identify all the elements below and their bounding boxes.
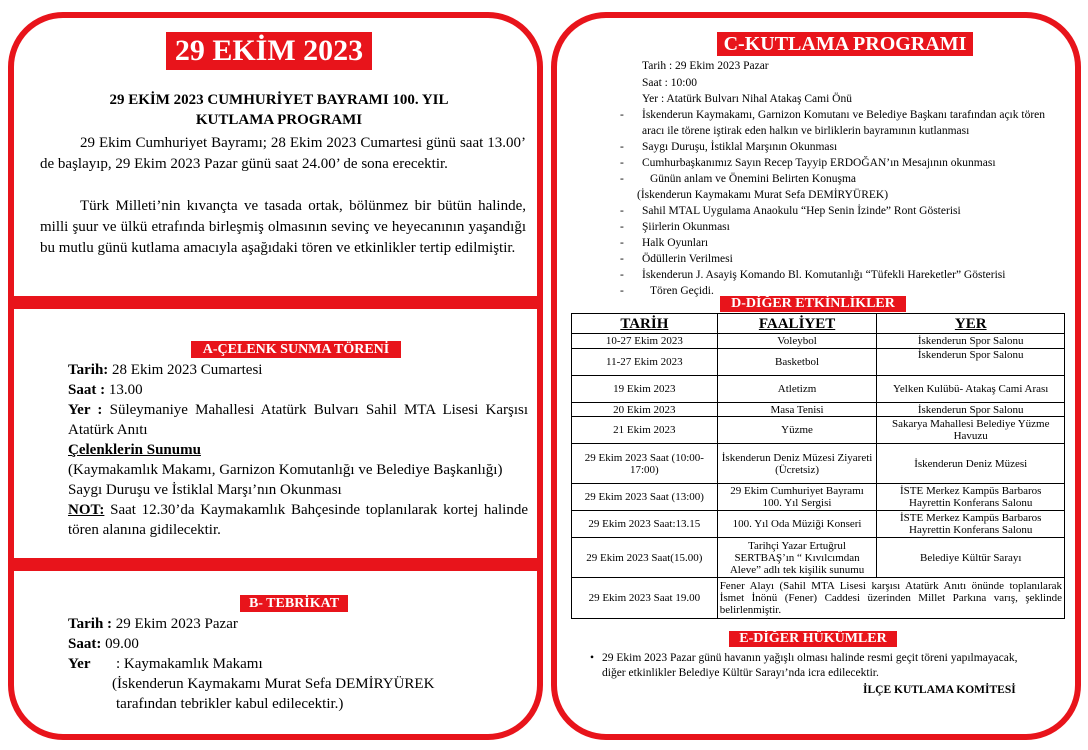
cell-yer: Belediye Kültür Sarayı bbox=[877, 538, 1065, 578]
events-table bbox=[571, 313, 1065, 619]
section-b-tarih-label: Tarih : bbox=[68, 616, 113, 632]
section-a-saat bbox=[68, 380, 528, 400]
table-row bbox=[572, 444, 1065, 484]
left-panel bbox=[8, 12, 543, 740]
program-item: - Saygı Duruşu, İstiklal Marşının Okunması bbox=[620, 141, 838, 153]
table-row bbox=[572, 538, 1065, 578]
intro-paragraph-2: Türk Milleti’nin kıvançta ve tasada ortak, bölünmez bir bütün halinde, milli şuur ve ülkü etrafında birleşmiş olmasının sevinç ve heyecanının yaşandığı bu mutlu günü kutlama amacıyla aşağıdaki tören ve etkinlikler tertip edilmiştir. bbox=[40, 198, 526, 256]
program-item: - Cumhurbaşkanımız Sayın Recep Tayyip ERDOĞAN’ın Mesajının okunması bbox=[620, 157, 996, 169]
section-a-yer bbox=[68, 400, 528, 440]
cell-faaliyet-wide: Fener Alayı (Sahil MTA Lisesi karşısı Atatürk Anıtı önünde toplanılarak İsmet İnönü (Fener) Caddesi üzerinden Millet Parkına varış, şeklinde belirlenmiştir. bbox=[717, 578, 1064, 619]
program-item: - Günün anlam ve Önemini Belirten Konuşma bbox=[620, 173, 857, 185]
section-a-saat-label: Saat : bbox=[68, 382, 106, 398]
section-a-tarih-label: Tarih: bbox=[68, 362, 109, 378]
cell-yer: Yelken Kulübü- Atakaş Cami Arası bbox=[877, 376, 1065, 403]
section-d-heading: D-DİĞER ETKİNLİKLER bbox=[720, 296, 906, 312]
cell-faaliyet: Voleybol bbox=[717, 334, 877, 349]
celenk-line-2: Saygı Duruşu ve İstiklal Marşı’nın Okunması bbox=[68, 482, 342, 498]
cell-faaliyet: 100. Yıl Oda Müziği Konseri bbox=[717, 511, 877, 538]
subtitle-line-1: 29 EKİM 2023 CUMHURİYET BAYRAMI 100. YIL bbox=[109, 92, 449, 108]
section-b-note-1: (İskenderun Kaymakamı Murat Sefa DEMİRYÜREK bbox=[112, 676, 435, 692]
section-b-tarih bbox=[68, 614, 528, 634]
cell-tarih: 21 Ekim 2023 bbox=[572, 417, 718, 444]
section-b-tarih-value: 29 Ekim 2023 Pazar bbox=[112, 616, 238, 632]
section-b-saat-value: 09.00 bbox=[101, 636, 139, 652]
col-header-faaliyet: FAALİYET bbox=[717, 314, 877, 334]
cell-tarih: 19 Ekim 2023 bbox=[572, 376, 718, 403]
cell-faaliyet: Atletizm bbox=[717, 376, 877, 403]
cell-tarih: 11-27 Ekim 2023 bbox=[572, 349, 718, 376]
table-row bbox=[572, 511, 1065, 538]
table-row bbox=[572, 578, 1065, 619]
section-c-tarih: Tarih : 29 Ekim 2023 Pazar bbox=[642, 60, 769, 72]
table-row bbox=[572, 349, 1065, 376]
program-item-continued: (İskenderun Kaymakamı Murat Sefa DEMİRYÜREK) bbox=[637, 189, 889, 201]
table-row bbox=[572, 376, 1065, 403]
program-item: - Şiirlerin Okunması bbox=[620, 221, 730, 233]
subtitle-line-2: KUTLAMA PROGRAMI bbox=[195, 112, 363, 128]
red-divider-1 bbox=[14, 296, 543, 309]
col-header-yer: YER bbox=[877, 314, 1065, 334]
section-a-body bbox=[68, 360, 528, 540]
celenk-line-1: (Kaymakamlık Makamı, Garnizon Komutanlığı ve Belediye Başkanlığı) bbox=[68, 462, 503, 478]
right-panel bbox=[551, 12, 1081, 740]
cell-yer: İskenderun Deniz Müzesi bbox=[877, 444, 1065, 484]
program-item: - Halk Oyunları bbox=[620, 237, 709, 249]
cell-tarih: 10-27 Ekim 2023 bbox=[572, 334, 718, 349]
table-row bbox=[572, 484, 1065, 511]
note-label: NOT: bbox=[68, 502, 105, 518]
program-item: - Tören Geçidi. bbox=[620, 285, 714, 297]
hukum-bullet: • 29 Ekim 2023 Pazar günü havanın yağışlı olması halinde resmi geçit töreni yapılmayacak, bbox=[590, 652, 1018, 664]
section-b-saat-label: Saat: bbox=[68, 636, 102, 652]
cell-yer: İskenderun Spor Salonu bbox=[877, 403, 1065, 417]
program-item: - Ödüllerin Verilmesi bbox=[620, 253, 733, 265]
cell-faaliyet: Yüzme bbox=[717, 417, 877, 444]
program-item: - Sahil MTAL Uygulama Anaokulu “Hep Senin İzinde” Ront Gösterisi bbox=[620, 205, 961, 217]
section-b-heading: B- TEBRİKAT bbox=[240, 595, 348, 612]
cell-tarih: 29 Ekim 2023 Saat:13.15 bbox=[572, 511, 718, 538]
section-a-tarih bbox=[68, 360, 528, 380]
section-e-heading: E-DİĞER HÜKÜMLER bbox=[729, 631, 897, 647]
table-row bbox=[572, 334, 1065, 349]
program-subtitle bbox=[44, 90, 514, 130]
table-header-row bbox=[572, 314, 1065, 334]
section-c-saat: Saat : 10:00 bbox=[642, 77, 697, 89]
note-value: Saat 12.30’da Kaymakamlık Bahçesinde toplanılarak kortej halinde tören alanına gidilecektir. bbox=[68, 502, 528, 538]
section-b-yer bbox=[68, 654, 528, 674]
cell-tarih: 20 Ekim 2023 bbox=[572, 403, 718, 417]
cell-yer: İSTE Merkez Kampüs Barbaros Hayrettin Konferans Salonu bbox=[877, 511, 1065, 538]
cell-yer: İskenderun Spor Salonu bbox=[877, 349, 1065, 376]
cell-yer: Sakarya Mahallesi Belediye Yüzme Havuzu bbox=[877, 417, 1065, 444]
cell-tarih: 29 Ekim 2023 Saat(15.00) bbox=[572, 538, 718, 578]
section-a-saat-value: 13.00 bbox=[105, 382, 143, 398]
program-item: - İskenderun Kaymakamı, Garnizon Komutanı ve Belediye Başkanı tarafından açık tören bbox=[620, 109, 1045, 121]
cell-tarih: 29 Ekim 2023 Saat 19.00 bbox=[572, 578, 718, 619]
section-b-yer-value: : Kaymakamlık Makamı bbox=[116, 656, 263, 672]
section-a-heading: A-ÇELENK SUNMA TÖRENİ bbox=[191, 341, 401, 358]
table-row bbox=[572, 403, 1065, 417]
section-a-note bbox=[68, 500, 528, 540]
red-divider-2 bbox=[14, 558, 543, 571]
section-a-tarih-value: 28 Ekim 2023 Cumartesi bbox=[108, 362, 263, 378]
section-c-yer: Yer : Atatürk Bulvarı Nihal Atakaş Cami Önü bbox=[642, 93, 852, 105]
section-c-heading: C-KUTLAMA PROGRAMI bbox=[717, 32, 973, 56]
section-b-note-2: tarafından tebrikler kabul edilecektir.) bbox=[116, 696, 344, 712]
intro-paragraph-1: 29 Ekim Cumhuriyet Bayramı; 28 Ekim 2023 Cumartesi günü saat 13.00’ de başlayıp, 29 Ekim 2023 Pazar günü saat 24.00’ de sona erecektir. bbox=[40, 135, 526, 172]
section-b-yer-label: Yer bbox=[68, 656, 91, 672]
hukum-bullet-continued: diğer etkinlikler Belediye Kültür Sarayı’nda icra edilecektir. bbox=[602, 667, 879, 679]
program-item-continued: aracı ile törene iştirak eden halkın ve birliklerin bayramının kutlanması bbox=[642, 125, 970, 137]
section-b-saat bbox=[68, 634, 528, 654]
cell-tarih: 29 Ekim 2023 Saat (10:00-17:00) bbox=[572, 444, 718, 484]
celenk-heading: Çelenklerin Sunumu bbox=[68, 442, 201, 458]
table-row bbox=[572, 417, 1065, 444]
cell-faaliyet: İskenderun Deniz Müzesi Ziyareti (Ücretsiz) bbox=[717, 444, 877, 484]
cell-tarih: 29 Ekim 2023 Saat (13:00) bbox=[572, 484, 718, 511]
cell-faaliyet: Basketbol bbox=[717, 349, 877, 376]
cell-faaliyet: 29 Ekim Cumhuriyet Bayramı 100. Yıl Sergisi bbox=[717, 484, 877, 511]
main-title: 29 EKİM 2023 bbox=[166, 32, 372, 70]
signature: İLÇE KUTLAMA KOMİTESİ bbox=[863, 684, 1016, 696]
cell-yer: İskenderun Spor Salonu bbox=[877, 334, 1065, 349]
cell-faaliyet: Masa Tenisi bbox=[717, 403, 877, 417]
program-item: - İskenderun J. Asayiş Komando Bl. Komutanlığı “Tüfekli Hareketler” Gösterisi bbox=[620, 269, 1006, 281]
section-a-yer-label: Yer : bbox=[68, 402, 103, 418]
cell-yer: İSTE Merkez Kampüs Barbaros Hayrettin Konferans Salonu bbox=[877, 484, 1065, 511]
section-b-body bbox=[68, 614, 528, 714]
section-a-yer-value: Süleymaniye Mahallesi Atatürk Bulvarı Sahil MTA Lisesi Karşısı Atatürk Anıtı bbox=[68, 402, 528, 438]
col-header-tarih: TARİH bbox=[572, 314, 718, 334]
cell-faaliyet: Tarihçi Yazar Ertuğrul SERTBAŞ’ın “ Kıvılcımdan Aleve” adlı tek kişilik sunumu bbox=[717, 538, 877, 578]
